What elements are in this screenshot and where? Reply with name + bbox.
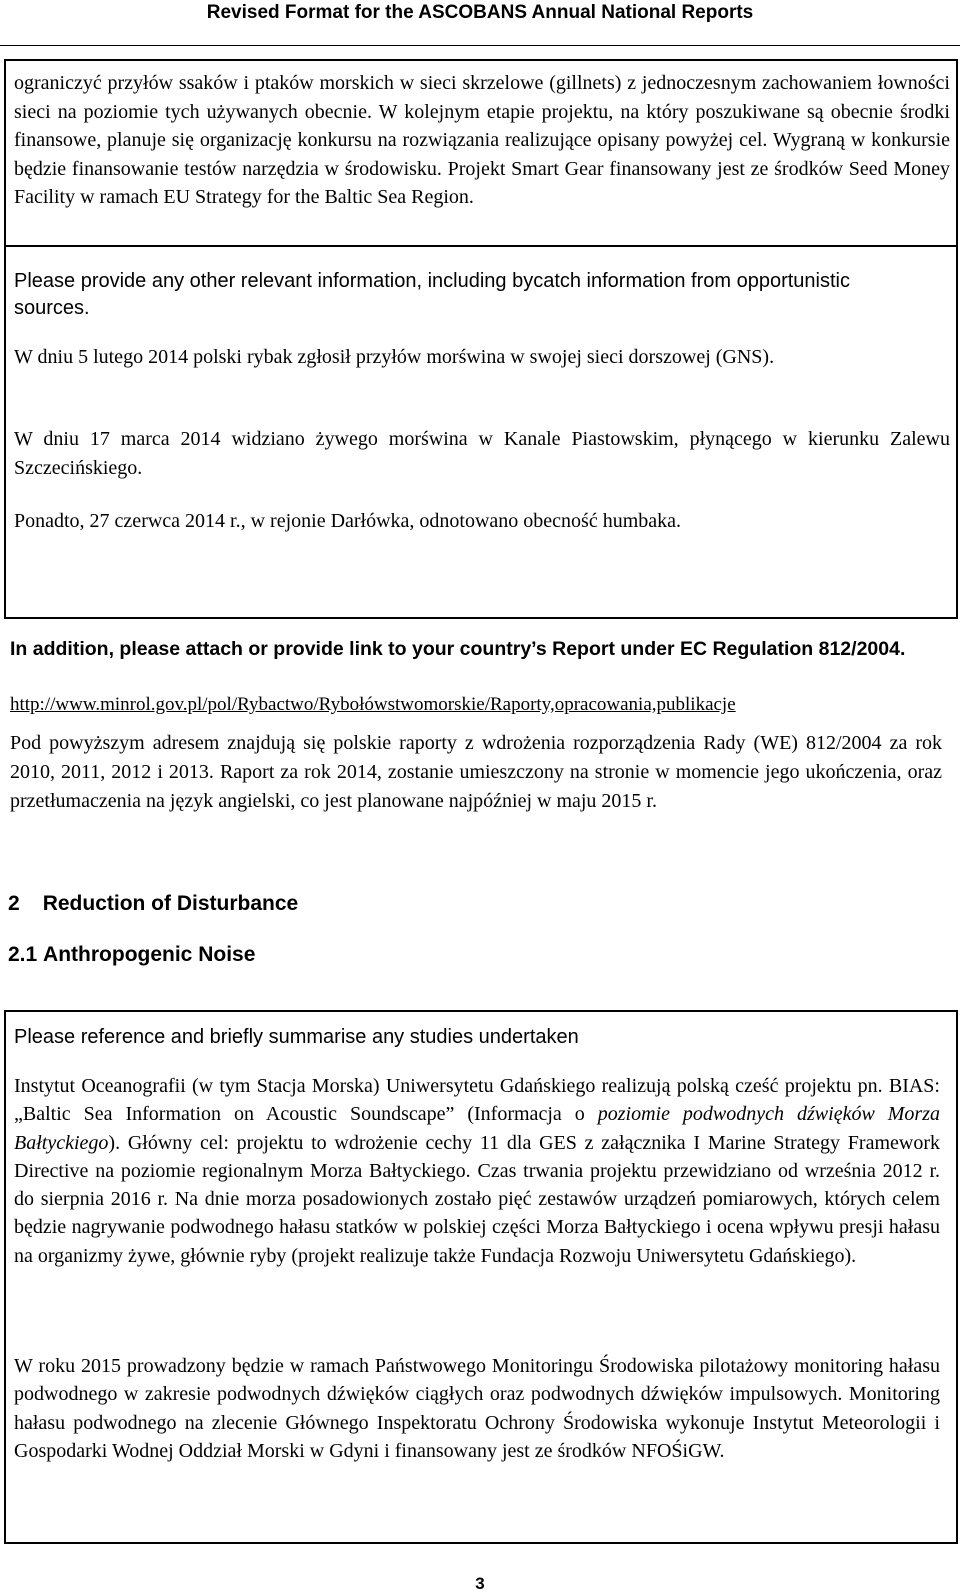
ec-report-request: In addition, please attach or provide link to your country’s Report under EC Regulation 812/2004. [10,638,906,660]
bycatch-continuation-text: ograniczyć przyłów ssaków i ptaków morskich w sieci skrzelowe (gillnets) z jednoczesnym zachowaniem łowności sieci na poziomie tych używanych obecnie. W kolejnym etapie projektu, na który poszukiwane są obecnie środki finansowe, planuje się organizację konkursu na rozwiązania realizujące opisany powyżej cel. Wygraną w konkursie będzie finansowanie testów narzędzia w środowisku. Projekt Smart Gear finansowany jest ze środków Seed Money Facility w ramach EU Strategy for the Baltic Sea Region. [14,72,950,208]
header-rule [0,45,960,46]
noise-p1-after: ). Główny cel: projektu to wdrożenie cechy 11 dla GES z załącznika I Marine Strategy Framework Directive na poziomie regionalnym Morza Bałtyckiego. Czas trwania projektu przewidziano od września 2012 r. do sierpnia 2016 r. Na dnie morza posadowionych zostało pięć zestawów urządzeń pomiarowych, których celem będzie nagrywanie podwodnego hałasu statków w polskiej części Morza Bałtyckiego i ocena wpływu presji hałasu na organizmy żywe, głównie ryby (projekt realizuje także Fundacja Rozwoju Uniwersytetu Gdańskiego). [14,1131,940,1267]
answer-paragraph-3: Ponadto, 27 czerwca 2014 r., w rejonie Darłówka, odnotowano obecność humbaka. [14,510,682,532]
section-2-1-number: 2.1 [8,943,38,966]
section-2-title: Reduction of Disturbance [42,892,299,915]
section-2-heading [8,892,298,916]
bycatch-info-box [4,59,958,619]
page-header: Revised Format for the ASCOBANS Annual National Reports [206,2,754,23]
section-2-1-heading [8,943,255,967]
ec-report-link[interactable]: http://www.minrol.gov.pl/pol/Rybactwo/Rybołówstwomorskie/Raporty,opracowania,publikacje [10,694,736,715]
section-2-1-title: Anthropogenic Noise [43,943,256,966]
answer-paragraph-2: W dniu 17 marca 2014 widziano żywego morświna w Kanale Piastowskim, płynącego w kierunku Zalewu Szczecińskiego. [14,428,950,479]
noise-paragraph-1 [14,1072,940,1270]
other-info-prompt: Please provide any other relevant information, including bycatch information from opportunistic sources. [14,270,850,319]
noise-p1-italic: poziomie podwodnych dźwięków Morza Bałtyckiego [14,1103,941,1154]
noise-studies-prompt: Please reference and briefly summarise any studies undertaken [14,1026,579,1048]
box-divider [6,245,956,247]
page-number: 3 [475,1574,485,1593]
noise-paragraph-2: W roku 2015 prowadzony będzie w ramach Państwowego Monitoringu Środowiska pilotażowy monitoring hałasu podwodnego w zakresie podwodnych dźwięków ciągłych oraz podwodnych dźwięków impulsowych. Monitoring hałasu podwodnego na zlecenie Głównego Inspektoratu Ochrony Środowiska wykonuje Instytut Meteorologii i Gospodarki Wodnej Oddział Morski w Gdyni i finansowany jest ze środków NFOŚiGW. [14,1355,940,1462]
noise-studies-box [4,1010,958,1544]
noise-p1-before: Instytut Oceanografii (w tym Stacja Morska) Uniwersytetu Gdańskiego realizują polską cześć projektu pn. BIAS: „Baltic Sea Information on Acoustic Soundscape” (Informacja o [14,1075,940,1126]
section-2-number: 2 [8,892,20,915]
answer-paragraph-1: W dniu 5 lutego 2014 polski rybak zgłosił przyłów morświna w swojej sieci dorszowej (GNS). [14,346,775,368]
ec-report-response: Pod powyższym adresem znajdują się polskie raporty z wdrożenia rozporządzenia Rady (WE) 812/2004 za rok 2010, 2011, 2012 i 2013. Raport za rok 2014, zostanie umieszczony na stronie w momencie jego ukończenia, oraz przetłumaczenia na język angielski, co jest planowane najpóźniej w maju 2015 r. [10,732,942,812]
